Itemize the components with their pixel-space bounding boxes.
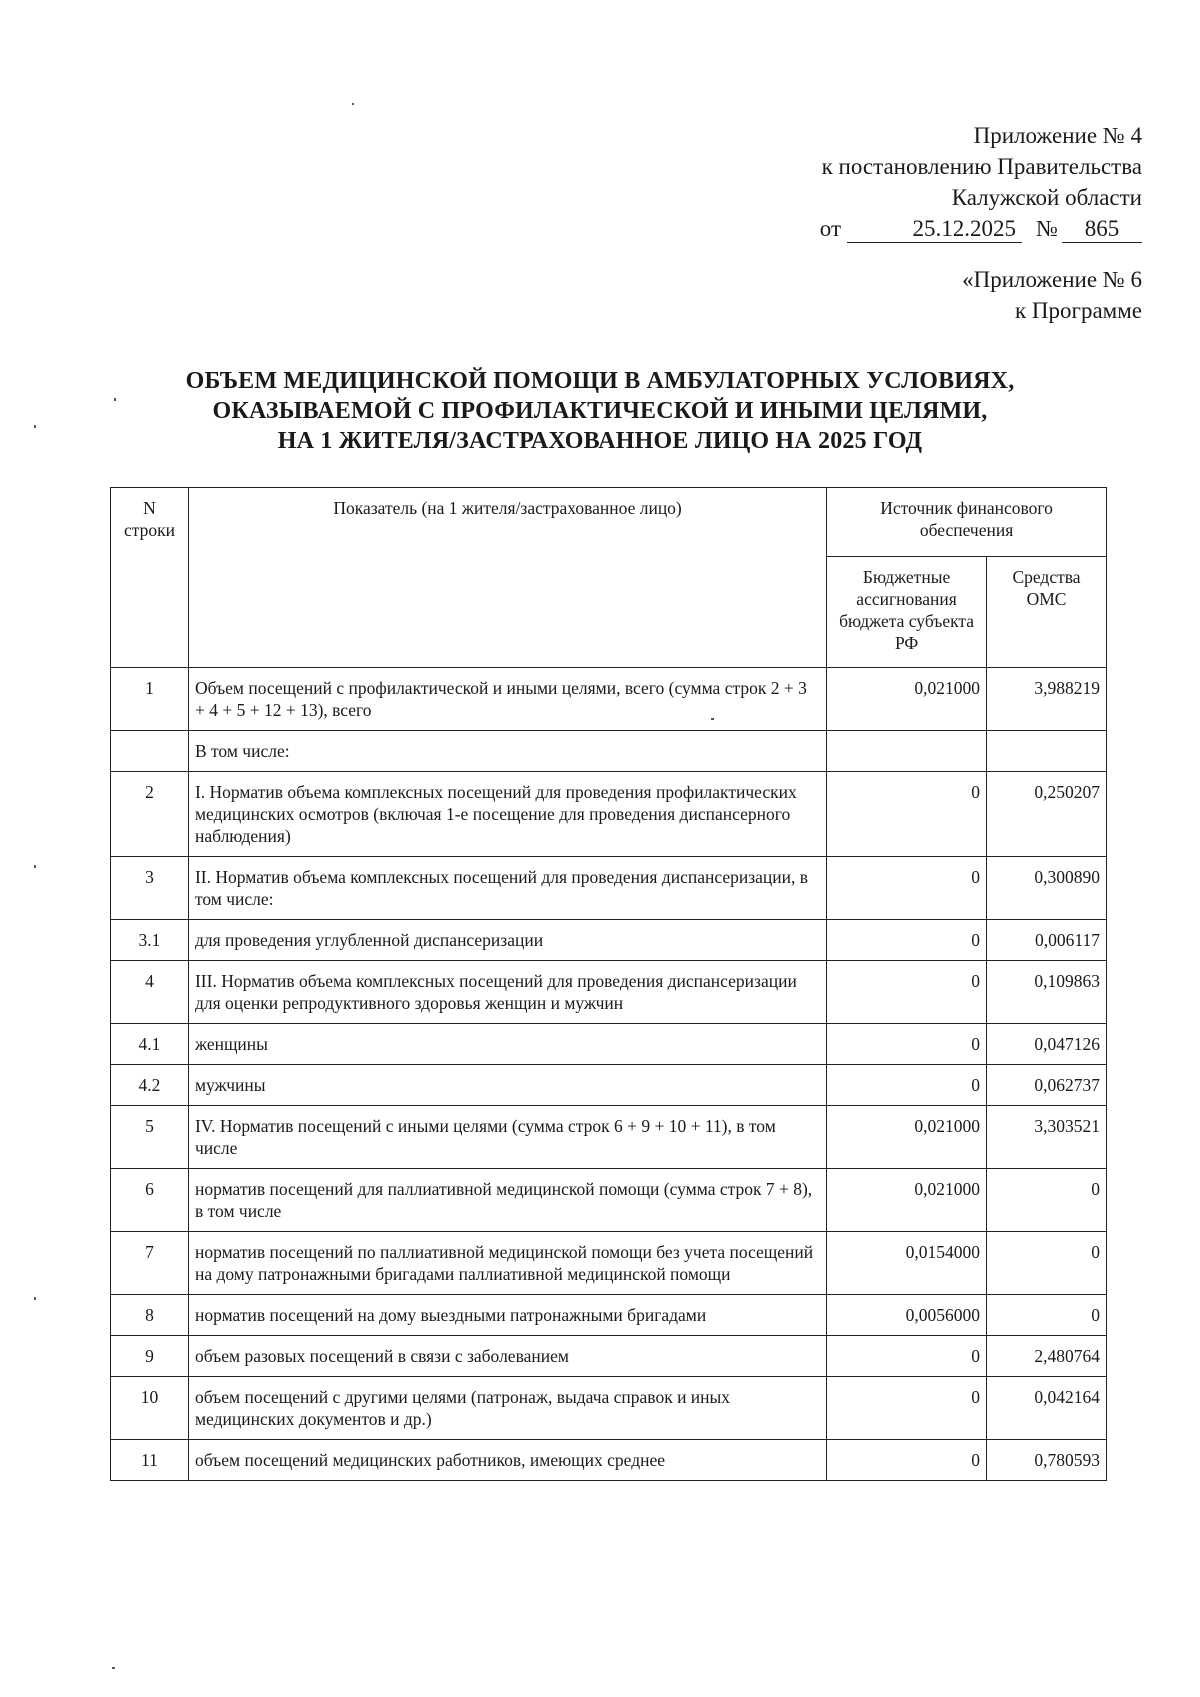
table-row <box>111 668 1107 731</box>
table-row <box>111 857 1107 920</box>
table-row <box>111 772 1107 857</box>
scan-speck <box>112 1667 115 1669</box>
scan-speck <box>711 718 714 720</box>
row-number-cell: 4 <box>111 961 189 1024</box>
indicator-cell: II. Норматив объема комплексных посещений для проведения диспансеризации, в том числе: <box>188 857 826 920</box>
oms-value-cell: 0 <box>987 1295 1107 1336</box>
indicator-cell: I. Норматив объема комплексных посещений для проведения профилактических медицинских осмотров (включая 1-е посещение для проведения диспансерного наблюдения) <box>188 772 826 857</box>
scan-speck <box>352 103 354 105</box>
table-row <box>111 961 1107 1024</box>
table-row <box>111 1232 1107 1295</box>
table-row <box>111 1295 1107 1336</box>
indicator-cell: объем посещений медицинских работников, имеющих среднее <box>188 1440 826 1481</box>
oms-value-cell: 0,250207 <box>987 772 1107 857</box>
table-row <box>111 1065 1107 1106</box>
table-header-row <box>111 488 1107 557</box>
oms-value-cell: 0,006117 <box>987 920 1107 961</box>
number-prefix: № <box>1036 216 1058 241</box>
budget-value-cell: 0,021000 <box>827 1106 987 1169</box>
table-row <box>111 1377 1107 1440</box>
scan-speck <box>34 1297 36 1300</box>
budget-value-cell: 0 <box>827 961 987 1024</box>
scan-speck <box>34 865 36 868</box>
budget-value-cell: 0 <box>827 772 987 857</box>
region-line: Калужской области <box>951 185 1142 210</box>
date-prefix: от <box>819 216 842 241</box>
indicator-cell: Объем посещений с профилактической и иными целями, всего (сумма строк 2 + 3 + 4 + 5 + 12 + 13), всего <box>188 668 826 731</box>
volume-table <box>110 487 1107 1481</box>
header-budget: Бюджетные ассигнования бюджета субъекта РФ <box>827 557 987 668</box>
program-line: к Программе <box>1015 298 1142 323</box>
budget-value-cell: 0,021000 <box>827 1169 987 1232</box>
budget-value-cell: 0 <box>827 920 987 961</box>
oms-value-cell: 0,109863 <box>987 961 1107 1024</box>
budget-value-cell <box>827 731 987 772</box>
budget-value-cell: 0 <box>827 1065 987 1106</box>
row-number-cell: 3.1 <box>111 920 189 961</box>
program-appendix-line: «Приложение № 6 <box>962 267 1142 292</box>
row-number-cell: 9 <box>111 1336 189 1377</box>
oms-value-cell: 3,988219 <box>987 668 1107 731</box>
oms-value-cell: 0,047126 <box>987 1024 1107 1065</box>
row-number-cell: 1 <box>111 668 189 731</box>
table-row <box>111 920 1107 961</box>
oms-value-cell: 0,062737 <box>987 1065 1107 1106</box>
budget-value-cell: 0,0056000 <box>827 1295 987 1336</box>
title-line-1: ОБЪЕМ МЕДИЦИНСКОЙ ПОМОЩИ В АМБУЛАТОРНЫХ УСЛОВИЯХ, <box>185 368 1015 394</box>
appendix-number-line: Приложение № 4 <box>973 123 1142 148</box>
scan-speck <box>34 425 36 428</box>
indicator-cell: женщины <box>188 1024 826 1065</box>
oms-value-cell: 0,780593 <box>987 1440 1107 1481</box>
table-row <box>111 1106 1107 1169</box>
row-number-cell: 4.2 <box>111 1065 189 1106</box>
date-number-line <box>682 213 1142 244</box>
appendix-header <box>682 120 1142 326</box>
oms-value-cell: 0 <box>987 1232 1107 1295</box>
indicator-cell: норматив посещений по паллиативной медицинской помощи без учета посещений на дому патронажными бригадами паллиативной медицинской помощи <box>188 1232 826 1295</box>
header-row-number: N строки <box>111 488 189 668</box>
row-number-cell: 10 <box>111 1377 189 1440</box>
indicator-cell: III. Норматив объема комплексных посещений для проведения диспансеризации для оценки репродуктивного здоровья женщин и мужчин <box>188 961 826 1024</box>
indicator-cell: объем разовых посещений в связи с заболеванием <box>188 1336 826 1377</box>
indicator-cell: мужчины <box>188 1065 826 1106</box>
row-number-cell: 8 <box>111 1295 189 1336</box>
indicator-cell: IV. Норматив посещений с иными целями (сумма строк 6 + 9 + 10 + 11), в том числе <box>188 1106 826 1169</box>
title-line-3: НА 1 ЖИТЕЛЯ/ЗАСТРАХОВАННОЕ ЛИЦО НА 2025 ГОД <box>277 428 923 454</box>
table-row <box>111 1336 1107 1377</box>
budget-value-cell: 0 <box>827 1024 987 1065</box>
budget-value-cell: 0,021000 <box>827 668 987 731</box>
scan-speck <box>114 398 116 401</box>
oms-value-cell: 3,303521 <box>987 1106 1107 1169</box>
indicator-cell: В том числе: <box>188 731 826 772</box>
resolution-date: 25.12.2025 <box>847 216 1022 243</box>
indicator-cell: объем посещений с другими целями (патронаж, выдача справок и иных медицинских документов и др.) <box>188 1377 826 1440</box>
row-number-cell: 2 <box>111 772 189 857</box>
indicator-cell: норматив посещений для паллиативной медицинской помощи (сумма строк 7 + 8), в том числе <box>188 1169 826 1232</box>
indicator-cell: для проведения углубленной диспансеризации <box>188 920 826 961</box>
row-number-cell: 5 <box>111 1106 189 1169</box>
budget-value-cell: 0 <box>827 1336 987 1377</box>
budget-value-cell: 0 <box>827 857 987 920</box>
indicator-cell: норматив посещений на дому выездными патронажными бригадами <box>188 1295 826 1336</box>
row-number-cell: 11 <box>111 1440 189 1481</box>
document-title <box>110 366 1090 456</box>
oms-value-cell: 0 <box>987 1169 1107 1232</box>
row-number-cell <box>111 731 189 772</box>
oms-value-cell <box>987 731 1107 772</box>
header-oms: Средства ОМС <box>987 557 1107 668</box>
budget-value-cell: 0,0154000 <box>827 1232 987 1295</box>
header-funding-source: Источник финансового обеспечения <box>827 488 1107 557</box>
budget-value-cell: 0 <box>827 1377 987 1440</box>
budget-value-cell: 0 <box>827 1440 987 1481</box>
oms-value-cell: 2,480764 <box>987 1336 1107 1377</box>
header-indicator: Показатель (на 1 жителя/застрахованное лицо) <box>188 488 826 668</box>
title-line-2: ОКАЗЫВАЕМОЙ С ПРОФИЛАКТИЧЕСКОЙ И ИНЫМИ ЦЕЛЯМИ, <box>212 398 988 424</box>
row-number-cell: 3 <box>111 857 189 920</box>
oms-value-cell: 0,042164 <box>987 1377 1107 1440</box>
table-row <box>111 1169 1107 1232</box>
row-number-cell: 7 <box>111 1232 189 1295</box>
resolution-line: к постановлению Правительства <box>821 154 1142 179</box>
oms-value-cell: 0,300890 <box>987 857 1107 920</box>
row-number-cell: 4.1 <box>111 1024 189 1065</box>
table-row <box>111 1024 1107 1065</box>
resolution-number: 865 <box>1062 216 1142 243</box>
row-number-cell: 6 <box>111 1169 189 1232</box>
table-row <box>111 731 1107 772</box>
table-row <box>111 1440 1107 1481</box>
